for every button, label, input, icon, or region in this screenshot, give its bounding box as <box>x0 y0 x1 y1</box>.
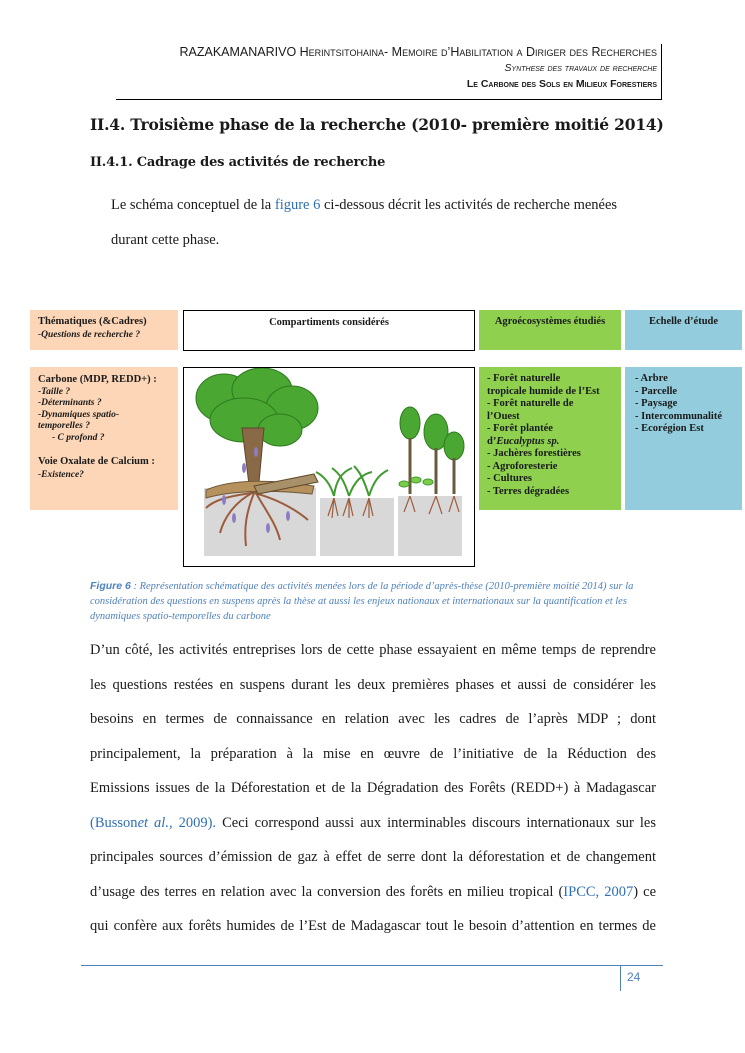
intro-paragraph <box>111 188 656 257</box>
compartments-header-box <box>183 310 475 351</box>
scale-item: - Ecorégion Est <box>635 423 704 434</box>
footer-vertical-rule <box>620 966 621 991</box>
agroecosystems-box <box>479 367 621 510</box>
compartments-illustration-box <box>183 367 475 567</box>
busson-citation-year[interactable]: 2009). <box>172 814 217 831</box>
body-line: Emissions issues de la Déforestation et de la Dégradation des Forêts (REDD+) à Madagascar <box>90 780 656 796</box>
scale-box <box>625 367 742 510</box>
agroecosystem-item: d’Eucalyptus sp. <box>487 435 560 447</box>
carbon-question: - C profond ? <box>52 432 105 443</box>
eucalyptus-name: Eucalyptus sp. <box>496 435 560 447</box>
soil-block <box>398 496 462 556</box>
scale-item: - Paysage <box>635 398 678 409</box>
agroecosystem-item: - Forêt naturelle de <box>487 398 574 409</box>
ipcc-citation[interactable]: IPCC, 2007 <box>563 883 634 900</box>
body-line: besoins en termes de connaissance en relation avec les cadres de l’après MDP ; dont <box>90 711 656 727</box>
figure-caption <box>90 579 650 624</box>
body-paragraph <box>90 633 656 944</box>
agroecosystem-item: - Agroforesterie <box>487 460 558 472</box>
oxalate-question: -Existence? <box>38 469 84 480</box>
carbon-theme-title: Carbone (MDP, REDD+) : <box>38 374 157 385</box>
caption-text: : Représentation schématique des activités menées lors de la période d’après-thèse (2010-première moitié 2014) sur la considération des questions en suspens après la thèse at aussi les enjeux nationaux et internationaux sur la quantification et les dynamiques spatio-temporelles du carbone <box>90 581 634 622</box>
page-number: 24 <box>627 970 641 984</box>
carbon-question: -Taille ? <box>38 386 71 397</box>
body-line: (Bussonet al., 2009). Ceci correspond aussi aux interminables discours internationaux sur les <box>90 814 656 831</box>
section-title: II.4. Troisième phase de la recherche (2010- première moitié 2014) <box>90 115 664 134</box>
themes-header-box <box>30 310 178 350</box>
scale-header: Echelle d’étude <box>648 316 719 327</box>
header-vertical-rule <box>661 44 662 100</box>
themes-header-subtitle: -Questions de recherche ? <box>38 329 141 340</box>
body-line: principalement, la préparation à la mise en œuvre de l’initiative de la Réduction des <box>90 745 656 762</box>
header-author-line: RAZAKAMANARIVO Herintsitohaina- Memoire d’Habilitation a Diriger des Recherches <box>179 45 657 59</box>
compartments-header: Compartiments considérés <box>269 317 389 328</box>
agroecosystem-item: - Terres dégradées <box>487 485 570 497</box>
agroecosystem-item: tropicale humide de l’Est <box>487 385 600 397</box>
seedlings <box>399 477 433 487</box>
oxalate-theme-title: Voie Oxalate de Calcium : <box>38 456 155 467</box>
intro-text-after: ci-dessous décrit les activités de recherche menées <box>320 197 618 213</box>
subsection-title: II.4.1. Cadrage des activités de recherche <box>90 155 386 170</box>
busson-citation-etal[interactable]: et al., <box>137 814 173 831</box>
agroecosystem-item: - Jachères forestières <box>487 448 581 459</box>
caption-label: Figure 6 <box>90 580 131 592</box>
header-horizontal-rule <box>116 99 662 100</box>
carbon-question: temporelles ? <box>38 421 90 431</box>
scale-header-box <box>625 310 742 350</box>
footer-rule <box>81 965 663 966</box>
agroecosystem-item: - Forêt naturelle <box>487 373 561 384</box>
agroecosystems-header: Agroécosystèmes étudiés <box>494 316 606 327</box>
agroecosystem-item: - Forêt plantée <box>487 423 553 434</box>
themes-header-title: Thématiques (&Cadres) <box>38 316 147 327</box>
body-line: principales sources d’émission de gaz à effet de serre dont la déforestation et de changement <box>90 849 656 865</box>
scale-item: - Arbre <box>635 373 668 384</box>
figure-6-link[interactable]: figure 6 <box>274 197 321 213</box>
running-header <box>179 44 657 92</box>
agroecosystems-header-box <box>479 310 621 350</box>
agroecosystem-item: l’Ouest <box>487 410 520 422</box>
body-line: les questions restées en suspens durant les deux premières phases et aussi de considérer les <box>90 676 656 693</box>
body-line: qui confère aux forêts humides de l’Est de Madagascar tout le besoin d’attention en termes de <box>90 918 656 934</box>
intro-line-2: durant cette phase. <box>111 231 220 248</box>
carbon-question: -Déterminants ? <box>38 398 102 408</box>
plants-roots-illustration <box>184 368 474 566</box>
body-line: d’usage des terres en relation avec la conversion des forêts en milieu tropical (IPCC, 2007) ce <box>90 883 657 900</box>
carbon-question: -Dynamiques spatio- <box>38 409 120 420</box>
intro-text-before: Le schéma conceptuel de la <box>111 197 275 213</box>
crop-plants <box>316 466 388 496</box>
header-chapter-line: Le Carbone des Sols en Milieux Forestiers <box>466 78 657 90</box>
busson-citation-author[interactable]: Busson <box>94 814 138 831</box>
body-line: D’un côté, les activités entreprises lors de cette phase essayaient en même temps de reprendre <box>90 642 656 658</box>
themes-box <box>30 367 178 510</box>
agroecosystem-item: - Cultures <box>487 473 533 484</box>
header-section-line: Synthese des travaux de recherche <box>504 62 657 74</box>
scale-item: - Intercommunalité <box>635 410 722 422</box>
scale-item: - Parcelle <box>635 385 678 397</box>
